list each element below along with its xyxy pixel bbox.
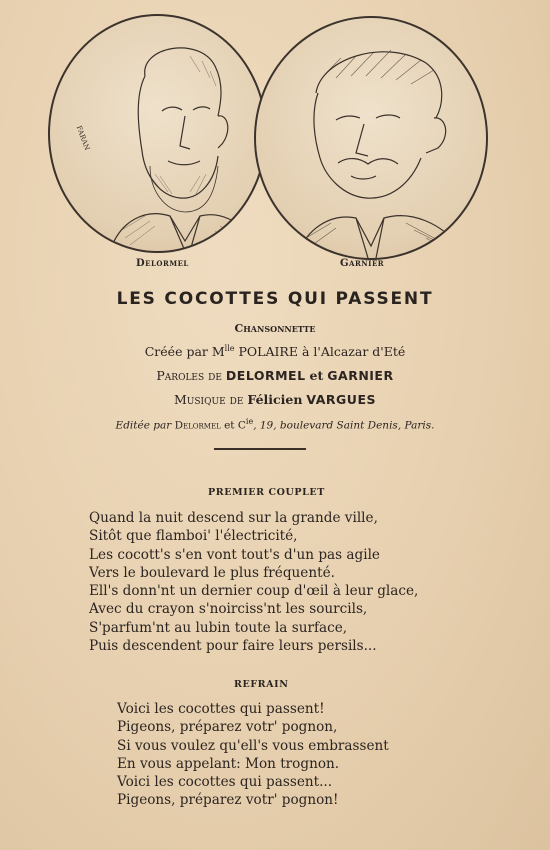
music-credit-line — [0, 392, 550, 407]
refrain-line: Pigeons, préparez votr' pognon, — [117, 719, 338, 736]
refrain-heading: REFRAIN — [234, 679, 289, 690]
verse-line: S'parfum'nt au lubin toute la surface, — [89, 619, 348, 636]
refrain-line: En vous appelant: Mon trognon. — [117, 755, 340, 772]
couplet-verse — [89, 509, 418, 655]
lyricist-2: GARNIER — [327, 368, 394, 383]
refrain-line: Voici les cocottes qui passent... — [117, 774, 333, 791]
artist-signature: FARAN — [74, 124, 92, 152]
publisher-address: , 19, boulevard Saint Denis, Paris. — [253, 419, 435, 432]
delormel-portrait — [48, 14, 267, 253]
refrain-line: Voici les cocottes qui passent! — [117, 701, 325, 717]
verse-line: Quand la nuit descend sur la grande ville, — [89, 510, 378, 526]
refrain-line: Si vous voulez qu'ell's vous embrassent — [117, 737, 389, 754]
divider-rule — [214, 448, 306, 450]
lyrics-credit-line — [0, 368, 550, 383]
created-title-sup: lle — [224, 344, 235, 353]
composer-name: VARGUES — [306, 392, 376, 407]
verse-line: Les cocott's s'en vont tout's d'un pas agile — [89, 546, 380, 563]
verse-line: Puis descendent pour faire leurs persils... — [89, 638, 377, 655]
publisher-and: et C — [224, 419, 246, 432]
publisher-sup: ie — [245, 417, 254, 426]
publisher-prefix: Editée par — [115, 419, 172, 432]
verse-line: Avec du crayon s'noirciss'nt les sourcils, — [89, 601, 368, 618]
garnier-portrait — [254, 16, 488, 260]
refrain-line: Pigeons, préparez votr' pognon! — [117, 792, 339, 809]
music-label: Musique de — [174, 392, 244, 407]
garnier-engraving — [256, 18, 486, 258]
verse-line: Vers le boulevard le plus fréquenté. — [89, 564, 335, 581]
composer-first-name: Félicien — [247, 392, 303, 407]
refrain-verse — [117, 700, 389, 810]
publisher-line — [0, 417, 550, 432]
delormel-caption: Delormel — [136, 258, 189, 269]
lyrics-and: et — [309, 368, 324, 383]
couplet-heading: PREMIER COUPLET — [208, 487, 325, 498]
venue: à l'Alcazar d'Eté — [301, 344, 406, 360]
portrait-medallions — [44, 8, 504, 258]
publisher-name: Delormel — [174, 419, 221, 432]
lyricist-1: DELORMEL — [225, 368, 306, 383]
created-prefix: Créée par M — [144, 344, 225, 360]
lyrics-label: Paroles de — [156, 368, 222, 383]
verse-line: Sitôt que flamboi' l'électricité, — [89, 528, 298, 545]
created-by-line — [0, 344, 550, 359]
garnier-caption: Garnier — [340, 258, 385, 269]
verse-line: Ell's donn'nt un dernier coup d'œil à leur glace, — [89, 583, 419, 600]
performer-name: POLAIRE — [238, 344, 298, 360]
song-title: LES COCOTTES QUI PASSENT — [116, 289, 434, 309]
song-genre: Chansonnette — [234, 322, 316, 335]
